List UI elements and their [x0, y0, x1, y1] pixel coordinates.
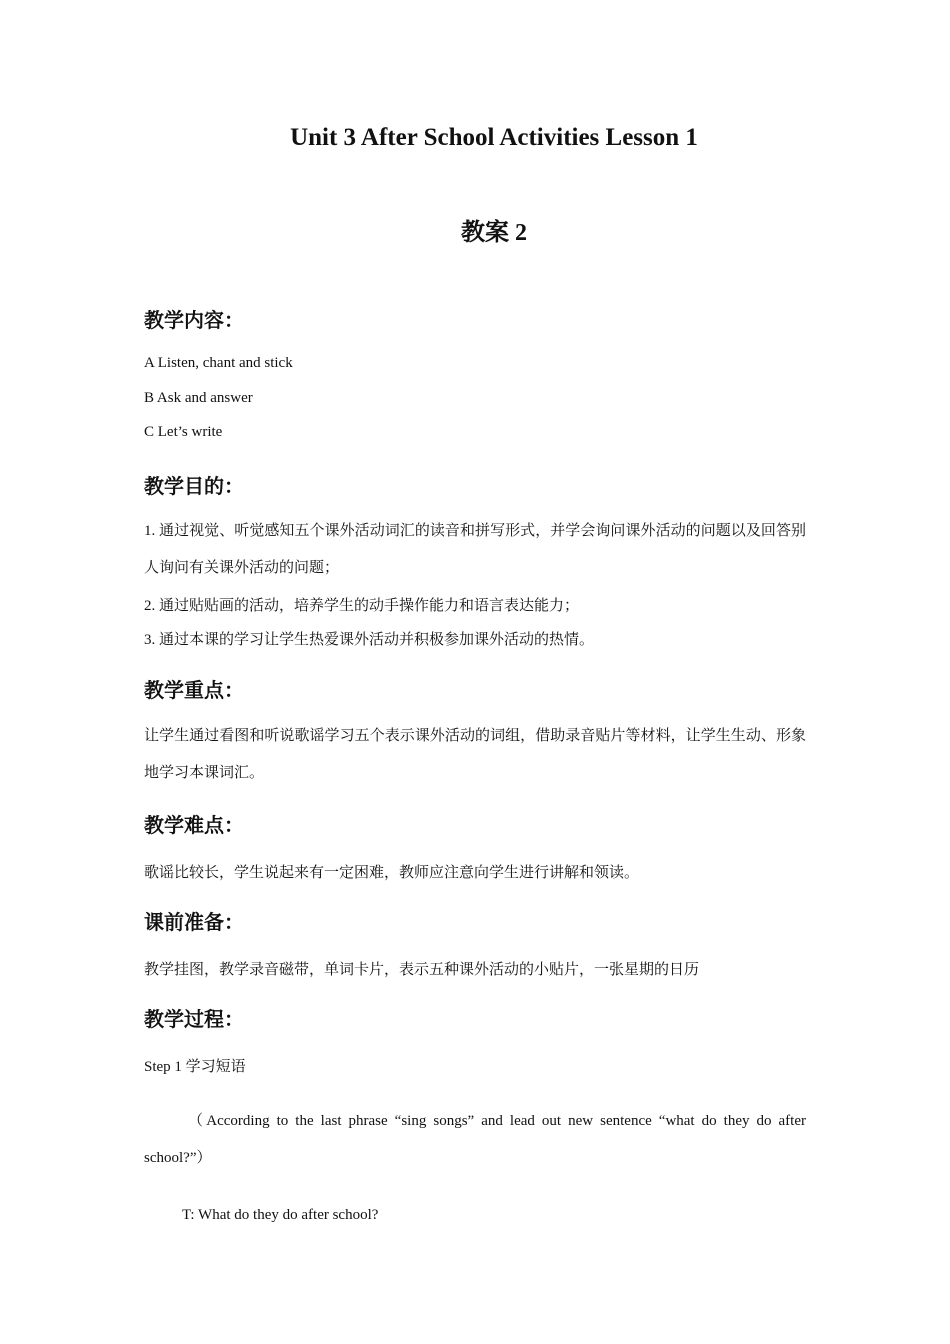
- content-item-b: B Ask and answer: [144, 390, 253, 406]
- document-subtitle: 教案 2: [461, 220, 527, 246]
- section-heading-preparation: 课前准备：: [144, 910, 244, 934]
- process-step-1: Step 1 学习短语: [144, 1059, 246, 1075]
- section-heading-process: 教学过程：: [144, 1007, 244, 1031]
- preparation-text: 教学挂图，教学录音磁带，单词卡片，表示五种课外活动的小贴片，一张星期的日历: [144, 962, 700, 978]
- difficulties-text: 歌谣比较长，学生说起来有一定困难，教师应注意向学生进行讲解和领读。: [144, 865, 640, 881]
- section-heading-objectives: 教学目的：: [144, 474, 244, 498]
- section-heading-difficulties: 教学难点：: [144, 813, 244, 837]
- objective-item-2: 2. 通过贴贴画的活动，培养学生的动手操作能力和语言表达能力；: [144, 598, 580, 614]
- content-item-c: C Let’s write: [144, 424, 223, 440]
- document-title: Unit 3 After School Activities Lesson 1: [290, 124, 698, 151]
- objective-item-1: 1. 通过视觉、听觉感知五个课外活动词汇的读音和拼写形式，并学会询问课外活动的问题以及回答别人询问有关课外活动的问题；: [144, 523, 806, 576]
- objective-item-3: 3. 通过本课的学习让学生热爱课外活动并积极参加课外活动的热情。: [144, 632, 595, 648]
- process-dialogue-line: T: What do they do after school?: [182, 1207, 379, 1223]
- section-heading-key-points: 教学重点：: [144, 678, 244, 702]
- process-note: （According to the last phrase “sing songs” and lead out new sentence “what do they do after school?”）: [144, 1113, 806, 1166]
- key-points-text: 让学生通过看图和听说歌谣学习五个表示课外活动的词组，借助录音贴片等材料，让学生生动、形象地学习本课词汇。: [144, 728, 806, 781]
- section-heading-content: 教学内容：: [144, 308, 244, 332]
- content-item-a: A Listen, chant and stick: [144, 355, 293, 371]
